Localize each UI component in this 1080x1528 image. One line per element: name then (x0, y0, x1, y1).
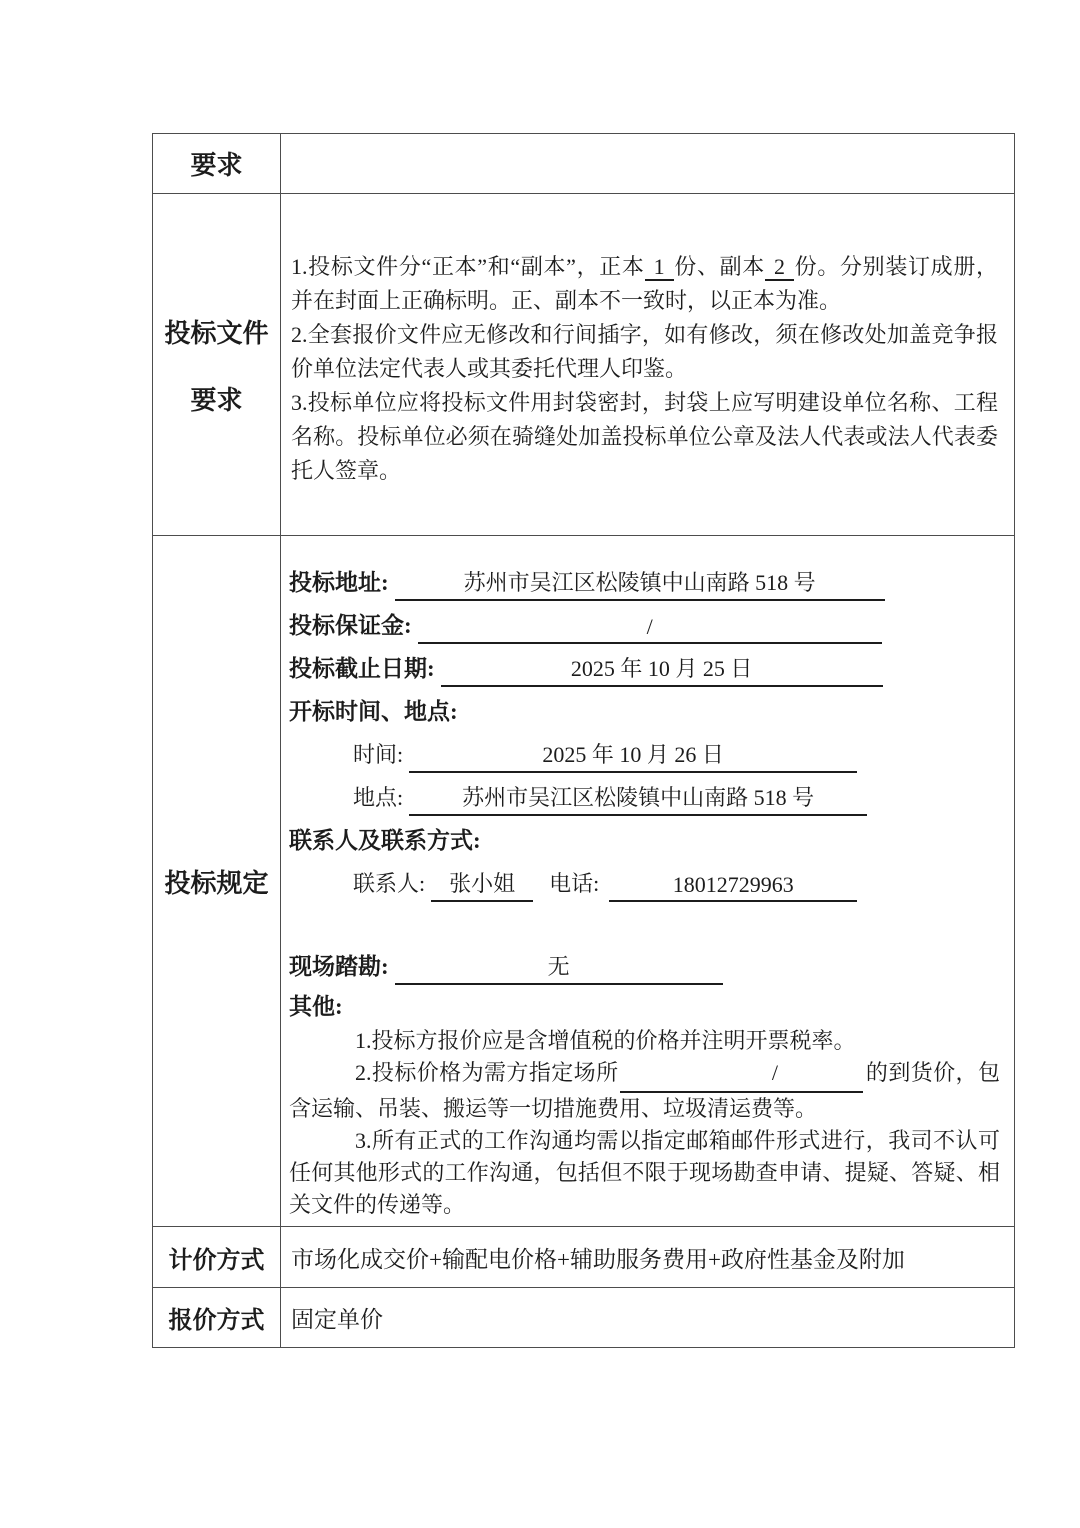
opening-place-line (353, 773, 1000, 816)
row-bid-rules (153, 535, 1014, 1226)
bid-bond-label: 投标保证金: (289, 613, 412, 638)
bid-doc-item-1-seg-b: 份、副本 (673, 254, 765, 279)
requirement-label-cell (153, 134, 281, 193)
bid-rules-content (281, 536, 1014, 1226)
other-header-line (289, 985, 1000, 1025)
bid-deadline-line (289, 644, 1000, 687)
phone-label: 电话: (549, 871, 600, 896)
other-item-1: 1.投标方报价应是含增值税的价格并注明开票税率。 (355, 1028, 856, 1053)
bid-bond-line (289, 601, 1000, 644)
bid-doc-item-3: 3.投标单位应将投标文件用封袋密封，封袋上应写明建设单位名称、工程名称。投标单位必须在骑缝处加盖投标单位公章及法人代表或法人代表委托人签章。 (291, 390, 998, 483)
row-quote-method (153, 1287, 1014, 1347)
bid-rules-label: 投标规定 (164, 868, 269, 898)
bid-address-label: 投标地址: (289, 570, 389, 595)
bid-bond-blank: / (418, 614, 882, 644)
originals-count-underline: 1 (645, 254, 674, 281)
bid-doc-item-1 (291, 250, 998, 318)
copies-count-underline: 2 (765, 254, 794, 281)
quote-method-label-cell (153, 1288, 281, 1347)
delivery-place-blank: / (620, 1057, 863, 1093)
opening-place-label: 地点: (353, 785, 404, 810)
requirement-empty-cell (281, 134, 1014, 193)
bid-deadline-blank: 2025 年 10 月 25 日 (441, 652, 883, 687)
other-item-2 (289, 1057, 1000, 1125)
bid-doc-item-2: 2.全套报价文件应无修改和行间插字，如有修改，须在修改处加盖竞争报价单位法定代表人或其委托代理人印鉴。 (291, 322, 998, 381)
bid-rules-label-cell (153, 536, 281, 1226)
bid-deadline-label: 投标截止日期: (289, 656, 435, 681)
bid-doc-label-cell (153, 194, 281, 535)
contact-label: 联系人: (353, 871, 426, 896)
other-item-3: 3.所有正式的工作沟通均需以指定邮箱邮件形式进行，我司不认可任何其他形式的工作沟通，包括但不限于现场勘查申请、提疑、答疑、相关文件的传递等。 (289, 1128, 1000, 1217)
bid-doc-label-line1: 投标文件 (164, 318, 269, 348)
opening-time-label: 时间: (353, 742, 404, 767)
other-item-2-seg-a: 2.投标价格为需方指定场所 (355, 1060, 619, 1085)
opening-time-line (353, 730, 1000, 773)
bid-doc-label-line2: 要求 (190, 385, 243, 415)
site-visit-line (289, 942, 1000, 985)
site-visit-blank: 无 (395, 950, 723, 985)
opening-header-line (289, 687, 1000, 730)
bid-doc-content (281, 194, 1014, 535)
contact-line (353, 859, 1000, 902)
contact-header: 联系人及联系方式: (289, 828, 481, 853)
bid-address-blank: 苏州市吴江区松陵镇中山南路 518 号 (395, 566, 885, 601)
row-bid-doc-requirements (153, 193, 1014, 535)
other-item-2-seg-b: 的到货价，包含运输、吊装、搬运等一切措施费用、垃圾清运费等。 (289, 1060, 1000, 1121)
opening-place-blank: 苏州市吴江区松陵镇中山南路 518 号 (409, 781, 867, 816)
quote-method-value: 固定单价 (291, 1307, 383, 1332)
opening-time-blank: 2025 年 10 月 26 日 (409, 738, 857, 773)
quote-method-label: 报价方式 (168, 1308, 265, 1334)
bid-address-line (289, 558, 1000, 601)
tender-table (152, 133, 1015, 1348)
pricing-method-label: 计价方式 (168, 1247, 265, 1274)
row-requirement (153, 134, 1014, 193)
bid-doc-item-1-seg-c: 份。分别装订成册，并在封面上正确标明。正、副本不一致时，以正本为准。 (291, 254, 998, 313)
pricing-method-value: 市场化成交价+输配电价格+辅助服务费用+政府性基金及附加 (291, 1246, 905, 1272)
requirement-label: 要求 (190, 151, 243, 180)
bid-doc-item-1-seg-a: 1.投标文件分“正本”和“副本”，正本 (291, 254, 645, 279)
site-visit-label: 现场踏勘: (289, 954, 389, 979)
contact-header-line (289, 816, 1000, 859)
pricing-method-label-cell (153, 1227, 281, 1287)
other-header: 其他: (289, 994, 343, 1019)
contact-name-blank: 张小姐 (431, 867, 533, 902)
row-pricing-method (153, 1226, 1014, 1287)
opening-header: 开标时间、地点: (289, 699, 458, 724)
phone-blank: 18012729963 (609, 872, 857, 902)
